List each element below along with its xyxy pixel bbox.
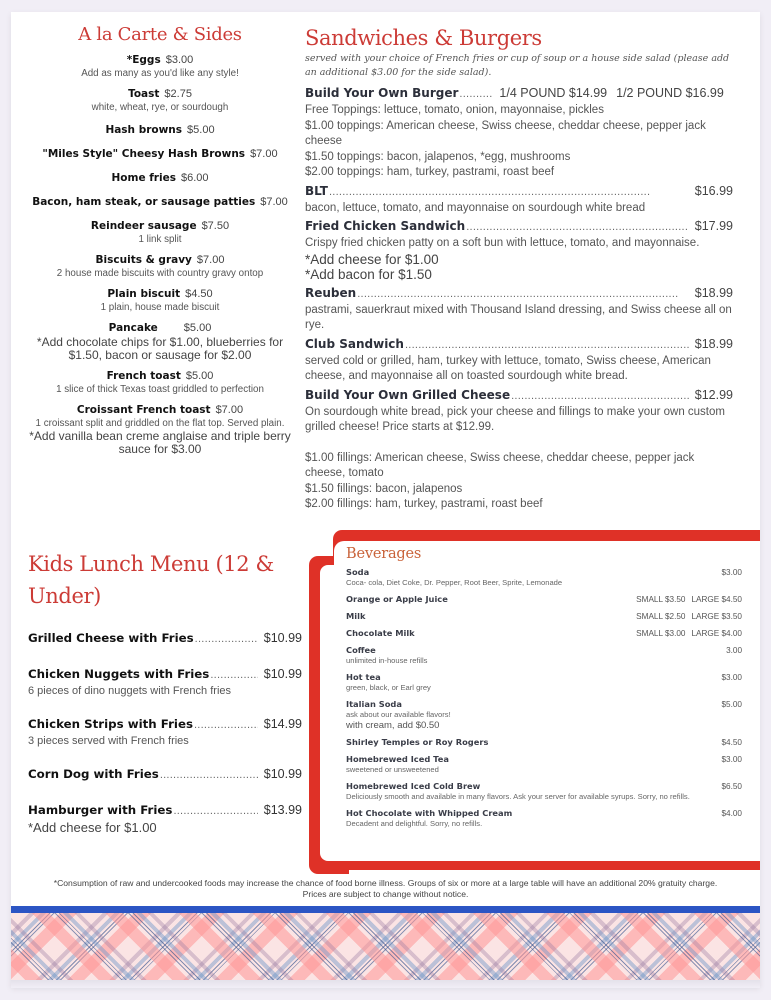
dot-leader [405,337,689,354]
menu-item [28,369,292,396]
item-price: $7.00 [250,148,278,160]
item-price: $18.99 [694,336,733,351]
item-name: Hot tea [346,672,381,682]
item-price: $18.99 [694,285,733,300]
item-note: *Add cheese for $1.00 [305,251,439,267]
dot-leader [459,86,493,103]
item-name: Bacon, ham steak, or sausage patties [32,196,256,208]
disclaimer-line: Prices are subject to change without notice. [302,889,469,899]
item-desc: served cold or grilled, ham, turkey with lettuce, tomato, Swiss cheese, American cheese, and mayonnaise all on toasted sourdough white bread. [305,354,711,382]
filling-line: $1.00 fillings: American cheese, Swiss cheese, cheddar cheese, pepper jack cheese, tomato [305,451,695,479]
beverage-item [346,594,742,605]
item-price: $14.99 [263,717,302,731]
item-price: $6.00 [180,172,209,184]
disclaimer [20,878,751,900]
burger-prices [499,85,723,102]
menu-item [305,183,733,217]
item-name: Chicken Nuggets with Fries [28,667,210,681]
item-name: French toast [106,370,181,382]
item-price: $4.50 [185,288,213,300]
item-desc: 6 pieces of dino nuggets with French fries [28,685,232,697]
dot-leader [466,219,689,236]
menu-item [28,802,302,835]
sandwiches-subtitle: served with your choice of French fries or cup of soup or a house side salad (please add an additional $3.00 for the side salad). [305,53,730,78]
menu-item [28,716,302,748]
item-name: Milk [346,611,366,621]
price-large: LARGE $3.50 [691,612,742,621]
menu-item [28,87,292,114]
menu-item [28,219,292,246]
beverage-item [346,754,742,775]
item-price: $5.00 [183,322,212,334]
item-desc: Add as many as you'd like any style! [81,68,239,79]
item-price: $4.00 [721,809,742,818]
beverage-item [346,808,742,829]
beverage-item [346,628,742,639]
dot-leader [357,286,689,303]
price-half-pound: 1/2 POUND $16.99 [616,86,724,100]
menu-item [28,321,292,362]
item-name: Build Your Own Burger [305,86,459,100]
item-name: Biscuits & gravy [95,254,192,266]
price-small: SMALL $3.50 [636,595,686,604]
item-name: Build Your Own Grilled Cheese [305,387,511,402]
topping-line: $1.50 toppings: bacon, jalapenos, *egg, mushrooms [305,150,571,163]
beverage-item [346,567,742,588]
item-name: Club Sandwich [305,336,404,351]
item-name: Shirley Temples or Roy Rogers [346,737,489,747]
page-shadow [11,980,760,988]
menu-item [28,253,292,280]
item-name: Homebrewed Iced Cold Brew [346,781,481,791]
item-name: Homebrewed Iced Tea [346,754,449,764]
item-desc: pastrami, sauerkraut mixed with Thousand Island dressing, and Swiss cheese all on rye. [305,303,732,331]
topping-line: $2.00 toppings: ham, turkey, pastrami, roast beef [305,166,555,178]
item-name: "Miles Style" Cheesy Hash Browns [42,148,246,160]
menu-item [305,387,733,513]
menu-item [28,666,302,698]
topping-line: $1.00 toppings: American cheese, Swiss cheese, cheddar cheese, pepper jack cheese [305,119,706,147]
item-desc: Deliciously smooth and available in many flavors. Ask your server for available syrups. Sorry, no refills. [346,792,690,801]
item-price: $7.00 [196,254,225,266]
item-price: $12.99 [694,387,733,402]
item-desc: green, black, or Earl grey [346,683,431,692]
menu-item [28,171,292,186]
beverages-section [346,546,742,835]
plaid-pattern-band [11,913,760,980]
item-note: *Add vanilla bean creme anglaise and triple berry sauce for $3.00 [29,429,291,456]
beverage-item [346,699,742,731]
item-name: Hamburger with Fries [28,803,173,817]
item-price: $2.75 [164,88,192,100]
item-desc: Coca- cola, Diet Coke, Dr. Pepper, Root Beer, Sprite, Lemonade [346,578,563,587]
item-desc: bacon, lettuce, tomato, and mayonnaise on sourdough white bread [305,201,646,214]
item-price: $10.99 [263,667,302,681]
item-name: Hash browns [105,124,183,136]
item-name: Plain biscuit [107,288,181,300]
item-name: Orange or Apple Juice [346,594,448,604]
menu-item [28,195,292,210]
dot-leader [194,717,258,734]
price-large: LARGE $4.00 [691,629,742,638]
item-price: $3.00 [721,568,742,577]
price-large: LARGE $4.50 [691,595,742,604]
item-desc: 2 house made biscuits with country gravy ontop [56,268,264,279]
item-desc: sweetened or unsweetened [346,765,439,774]
item-note: with cream, add $0.50 [346,720,440,731]
beverage-item [346,645,742,666]
dot-leader [511,388,689,405]
filling-line: $2.00 fillings: ham, turkey, pastrami, roast beef [305,498,543,510]
beverages-title: Beverages [346,546,422,562]
item-name: Fried Chicken Sandwich [305,219,466,233]
item-price: $10.99 [263,631,302,645]
item-note: *Add cheese for $1.00 [28,820,157,835]
item-price: $13.99 [263,803,302,817]
item-price: $16.99 [694,183,733,198]
item-desc: 1 link split [138,234,182,245]
filling-line: $1.50 fillings: bacon, jalapenos [305,482,463,495]
price-small: SMALL $3.00 [636,629,686,638]
item-name: Coffee [346,645,376,655]
menu-item [28,123,292,138]
item-price: $7.00 [260,196,288,208]
dot-leader [210,667,257,684]
kids-section [28,548,302,853]
item-name: Toast [128,88,160,100]
item-name: Grilled Cheese with Fries [28,631,194,645]
item-price [636,628,742,639]
menu-item [28,53,292,80]
dot-leader [195,631,258,648]
sandwiches-title: Sandwiches & Burgers [305,26,542,50]
item-name: Soda [346,567,370,577]
item-desc: Decadent and delightful. Sorry, no refills. [346,819,483,828]
dot-leader [160,767,258,784]
alacarte-section [28,24,292,463]
plaid-band-top [11,906,760,913]
kids-title: Kids Lunch Menu (12 & Under) [28,552,274,608]
menu-item [28,287,292,314]
menu-item [305,218,733,283]
disclaimer-line: *Consumption of raw and undercooked foods may increase the chance of food borne illness. Groups of six or more at a large table will have an additional 20% gratuity charge. [53,878,718,888]
item-desc: 1 plain, house made biscuit [100,302,220,313]
menu-item [305,285,733,334]
item-desc: white, wheat, rye, or sourdough [91,102,229,113]
item-price: $3.00 [721,673,742,682]
item-price: $10.99 [263,767,302,781]
topping-line: Free Toppings: lettuce, tomato, onion, mayonnaise, pickles [305,104,604,116]
menu-item [28,403,292,456]
item-name: Chocolate Milk [346,628,415,638]
price-quarter-pound: 1/4 POUND $14.99 [499,86,608,100]
item-price: $6.50 [721,782,742,791]
item-desc: unlimited in-house refills [346,656,428,665]
menu-item [305,336,733,385]
item-name: Pancake [108,322,158,334]
dot-leader [173,803,257,820]
dot-leader [329,184,689,201]
item-price: $5.00 [187,124,215,136]
item-price: $7.00 [215,404,244,416]
item-name: BLT [305,183,328,198]
beverage-item [346,781,742,802]
item-desc: 3 pieces served with French fries [28,735,189,747]
item-price [636,611,742,622]
menu-item [28,147,292,162]
item-name: Italian Soda [346,699,402,709]
menu-item [28,766,302,784]
item-desc: On sourdough white bread, pick your cheese and fillings to make your own custom grilled cheese! Price starts at $12.99. [305,405,725,433]
item-name: Reindeer sausage [90,220,197,232]
item-desc: Crispy fried chicken patty on a soft bun with lettuce, tomato, and mayonnaise. [305,237,700,249]
item-price: $5.00 [721,700,742,709]
item-name: Reuben [305,285,357,300]
item-price: $17.99 [694,219,733,233]
item-note: *Add chocolate chips for $1.00, blueberries for $1.50, bacon or sausage for $2.00 [36,335,284,362]
item-name: Chicken Strips with Fries [28,717,193,731]
item-name: *Eggs [126,54,161,66]
item-desc: 1 slice of thick Texas toast griddled to perfection [56,384,264,395]
alacarte-title: A la Carte & Sides [78,24,242,45]
sandwiches-section [305,25,733,515]
item-name: Hot Chocolate with Whipped Cream [346,808,513,818]
price-small: SMALL $2.50 [636,612,686,621]
item-name: Home fries [111,172,176,184]
item-note: *Add bacon for $1.50 [305,267,432,282]
item-price: $3.00 [721,755,742,764]
beverage-item [346,611,742,622]
menu-item-burger [305,85,733,181]
item-name: Croissant French toast [76,404,211,416]
item-name: Corn Dog with Fries [28,767,159,781]
item-price [636,594,742,605]
item-desc: 1 croissant split and griddled on the flat top. Served plain. [35,418,285,429]
item-price: $7.50 [201,220,230,232]
item-price: $4.50 [721,738,742,747]
menu-item [28,630,302,648]
item-price: 3.00 [726,646,742,655]
item-price: $3.00 [165,54,194,66]
beverage-item [346,737,742,748]
beverage-item [346,672,742,693]
item-price: $5.00 [185,370,214,382]
item-desc: ask about our available flavors! [346,710,451,719]
